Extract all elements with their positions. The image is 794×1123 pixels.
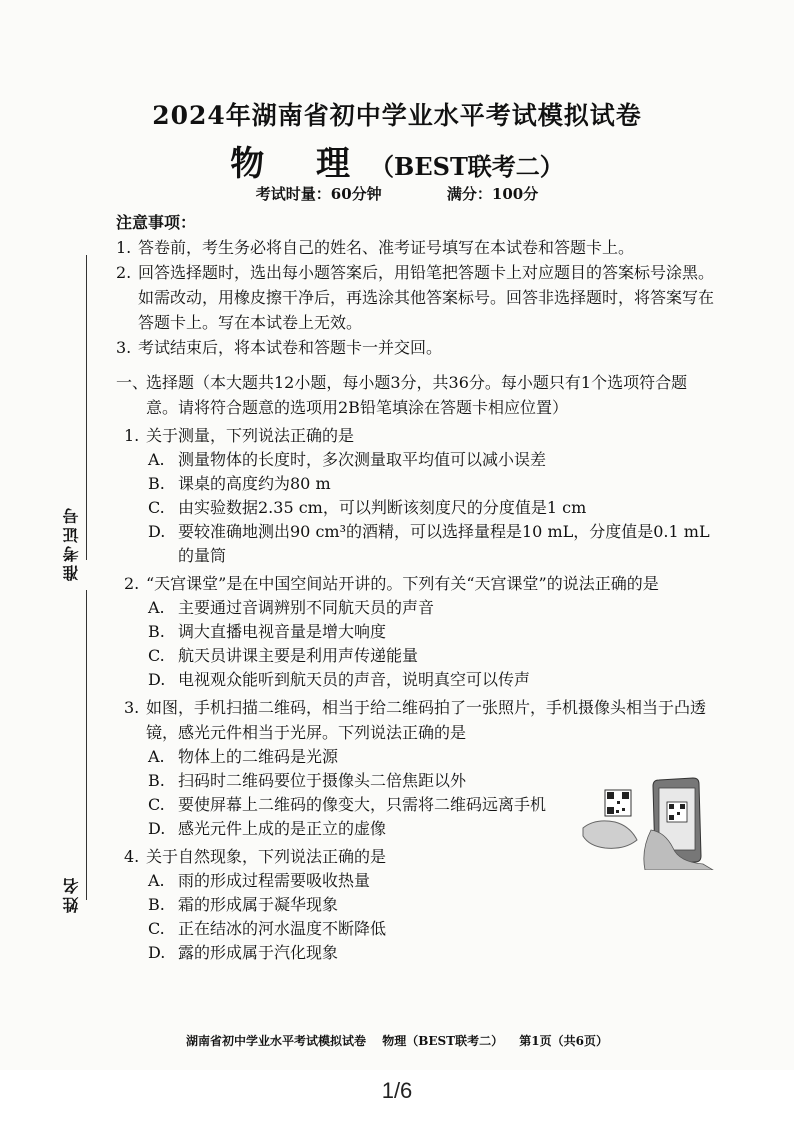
option-text: 物体上的二维码是光源 <box>178 747 339 766</box>
option-label: C. <box>148 919 165 938</box>
option-label: C. <box>148 498 165 517</box>
binding-line <box>86 255 87 560</box>
question-text: 关于测量，下列说法正确的是 <box>146 426 355 445</box>
option-label: D. <box>148 819 166 838</box>
question-number: 2. <box>124 574 140 593</box>
option-label: A. <box>148 450 165 469</box>
option-label: A. <box>148 747 165 766</box>
answer-option <box>148 893 716 917</box>
option-label: D. <box>148 670 166 689</box>
footer-page-number: 第1页（共6页） <box>519 1034 608 1048</box>
option-text: 要使屏幕上二维码的像变大，只需将二维码远离手机 <box>178 795 547 814</box>
option-text: 要较准确地测出90 cm³的酒精，可以选择量程是10 mL，分度值是0.1 mL的量筒 <box>178 522 710 565</box>
section-text: 选择题（本大题共12小题，每小题3分，共36分。每小题只有1个选项符合题意。请将符合题意的选项用2B铅笔填涂在答题卡相应位置） <box>146 373 688 417</box>
option-text: 课桌的高度约为80 m <box>178 474 331 493</box>
option-text: 航天员讲课主要是利用声传递能量 <box>178 646 419 665</box>
answer-option <box>148 520 716 568</box>
option-text: 雨的形成过程需要吸收热量 <box>178 871 371 890</box>
option-text: 扫码时二维码要位于摄像头二倍焦距以外 <box>178 771 467 790</box>
page-footer <box>0 1032 794 1049</box>
option-text: 测量物体的长度时，多次测量取平均值可以减小误差 <box>178 450 547 469</box>
subject-tag: （BEST联考二） <box>370 152 564 181</box>
subject-title <box>0 136 794 185</box>
footer-exam-name: 湖南省初中学业水平考试模拟试卷 <box>186 1034 367 1048</box>
option-text: 电视观众能听到航天员的声音，说明真空可以传声 <box>178 670 531 689</box>
note-item <box>116 260 716 335</box>
option-text: 露的形成属于汽化现象 <box>178 943 339 962</box>
page-indicator: 1/6 <box>381 1078 413 1103</box>
option-text: 调大直播电视音量是增大响度 <box>178 622 387 641</box>
option-label: D. <box>148 522 166 541</box>
option-label: A. <box>148 871 165 890</box>
option-label: B. <box>148 622 165 641</box>
option-text: 霜的形成属于凝华现象 <box>178 895 339 914</box>
name-label: 姓名 <box>62 875 81 913</box>
option-text: 由实验数据2.35 cm，可以判断该刻度尺的分度值是1 cm <box>178 498 587 517</box>
qr-scan-illustration <box>575 770 715 870</box>
section-number: 一、 <box>116 373 149 392</box>
answer-option <box>148 917 716 941</box>
answer-option <box>148 793 568 817</box>
answer-option <box>148 472 716 496</box>
question-text: 如图，手机扫描二维码，相当于给二维码拍了一张照片，手机摄像头相当于凸透镜，感光元件相当于光屏。下列说法正确的是 <box>146 698 707 742</box>
question-stem <box>124 571 716 596</box>
exam-time: 考试时量：60分钟 <box>255 185 382 203</box>
exam-score: 满分：100分 <box>446 185 539 203</box>
option-text: 正在结冰的河水温度不断降低 <box>178 919 387 938</box>
binding-line <box>86 590 87 900</box>
option-label: A. <box>148 598 165 617</box>
answer-option <box>148 769 568 793</box>
subject-name: 物 理 <box>230 144 371 184</box>
question-text: “天宫课堂”是在中国空间站开讲的。下列有关“天宫课堂”的说法正确的是 <box>146 574 659 593</box>
answer-option <box>148 941 716 965</box>
question-stem <box>124 423 716 448</box>
answer-option <box>148 817 568 841</box>
answer-option <box>148 620 716 644</box>
question-stem <box>124 695 716 745</box>
answer-option <box>148 496 716 520</box>
option-text: 主要通过音调辨别不同航天员的声音 <box>178 598 435 617</box>
exam-id-label: 准考证号 <box>62 505 81 581</box>
question-number: 1. <box>124 426 140 445</box>
note-text: 考试结束后，将本试卷和答题卡一并交回。 <box>138 338 443 357</box>
note-item <box>116 335 716 360</box>
answer-option <box>148 668 716 692</box>
option-label: C. <box>148 646 165 665</box>
option-label: B. <box>148 474 165 493</box>
note-item <box>116 235 716 260</box>
question-number: 4. <box>124 847 140 866</box>
exam-meta <box>0 183 794 204</box>
note-text: 回答选择题时，选出每小题答案后，用铅笔把答题卡上对应题目的答案标号涂黑。如需改动，用橡皮擦干净后，再选涂其他答案标号。回答非选择题时，将答案写在答题卡上。写在本试卷上无效。 <box>138 263 715 332</box>
option-label: B. <box>148 895 165 914</box>
option-label: B. <box>148 771 165 790</box>
note-number: 2. <box>116 263 132 282</box>
answer-option <box>148 869 716 893</box>
answer-option <box>148 745 568 769</box>
option-label: C. <box>148 795 165 814</box>
option-text: 感光元件上成的是正立的虚像 <box>178 819 387 838</box>
footer-subject: 物理（BEST联考二） <box>382 1034 504 1048</box>
section-heading <box>116 370 716 420</box>
note-number: 3. <box>116 338 132 357</box>
note-text: 答卷前，考生务必将自己的姓名、准考证号填写在本试卷和答题卡上。 <box>138 238 635 257</box>
notes-heading: 注意事项： <box>116 213 197 232</box>
question-text: 关于自然现象，下列说法正确的是 <box>146 847 387 866</box>
note-number: 1. <box>116 238 132 257</box>
exam-title: 2024年湖南省初中学业水平考试模拟试卷 <box>152 101 642 130</box>
answer-option <box>148 596 716 620</box>
answer-option <box>148 644 716 668</box>
option-label: D. <box>148 943 166 962</box>
answer-option <box>148 448 716 472</box>
question-number: 3. <box>124 698 140 717</box>
